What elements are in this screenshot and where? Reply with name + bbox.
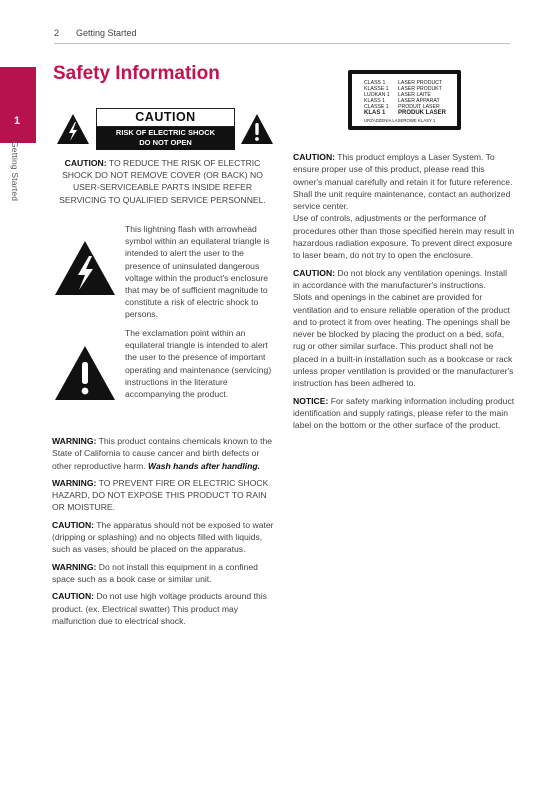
- lightning-symbol-icon: [54, 240, 116, 296]
- notice-label: CAUTION:: [293, 267, 336, 278]
- laser-label-row: CLASSE 1 PRODUIT LASER: [364, 104, 440, 110]
- page-number: 2: [54, 28, 60, 38]
- notice-label: NOTICE:: [293, 395, 329, 406]
- notice-paragraph: [52, 477, 274, 514]
- notice-label: WARNING:: [52, 436, 97, 446]
- notice-block: [293, 267, 515, 390]
- notice-paragraph: [52, 435, 274, 472]
- notice-text: The apparatus should not be exposed to water (dripping or splashing) and no objects filled with liquids, such as vases, should be placed on the apparatus.: [52, 519, 274, 555]
- notice-paragraph: [52, 590, 274, 627]
- caution-label: [96, 108, 235, 150]
- notice-text: Do not block any ventilation openings. Install in accordance with the manufacturer's instructions.: [293, 267, 507, 290]
- notice-line: Slots and openings in the cabinet are provided for ventilation and to ensure reliable operation of the product and to protect it from over heating. The openings shall be never be blocked by placing the product on a bed, sofa, rug or other similar surface. This product shall not be placed in a built-in installation such as a bookcase or rack unless proper ventilation is provided or the manufacturer's instruction has been adhered to.: [293, 292, 514, 389]
- laser-label-bold-row: KLAS 1 PRODUK LASER: [364, 110, 447, 116]
- caution-label-heading: CAUTION: [96, 108, 235, 127]
- chapter-number: 1: [14, 115, 21, 127]
- notice-label: CAUTION:: [52, 519, 95, 530]
- notice-text: TO PREVENT FIRE OR ELECTRIC SHOCK HAZARD, DO NOT EXPOSE THIS PRODUCT TO RAIN OR MOISTURE.: [52, 477, 269, 513]
- caution-label-sub-line2: DO NOT OPEN: [139, 138, 192, 147]
- notice-emphasis: Wash hands after handling.: [148, 460, 261, 471]
- notice-label: CAUTION:: [293, 152, 336, 162]
- exclamation-symbol-description: The exclamation point within an equilateral triangle is intended to alert the user to the presence of important operating and maintenance (servicing) instructions in the literature accompanying the product.: [125, 328, 272, 400]
- caution-label-sub: [96, 127, 235, 150]
- chapter-label: Getting Started: [10, 141, 20, 202]
- notice-line: Use of controls, adjustments or the performance of procedures other than those specified herein may result in hazardous radiation exposure. To prevent direct exposure to laser beam, do not try to open the enclosure.: [293, 213, 515, 261]
- laser-label-footer: URZADZENIA LASEROWE KLASY 1: [364, 118, 436, 123]
- notice-label: WARNING:: [52, 477, 97, 488]
- notice-line: [293, 267, 515, 292]
- notice-text: For safety marking information including product identification and supply ratings, please refer to the main label on the bottom or the other surface of the product.: [293, 395, 515, 431]
- exclamation-triangle-icon: [240, 113, 274, 145]
- header-divider: [54, 43, 510, 44]
- caution-label-sub-line1: RISK OF ELECTRIC SHOCK: [115, 128, 216, 137]
- laser-label-row: LUOKAN 1 LASER LAITE: [364, 92, 431, 98]
- notice-label: CAUTION:: [52, 591, 95, 602]
- running-header: Getting Started: [76, 28, 137, 38]
- lightning-triangle-icon: [56, 113, 90, 145]
- notice-label: WARNING:: [52, 561, 97, 572]
- notice-text: This product employs a Laser System. To ensure proper use of this product, please read this owner's manual carefully and retain it for future reference. Shall the unit require maintenance, contact an authorized service center.: [293, 152, 513, 212]
- caution-paragraph: [55, 157, 270, 206]
- caution-paragraph-label: CAUTION:: [64, 158, 107, 168]
- notice-paragraph: [52, 519, 274, 556]
- notice-block: [293, 151, 515, 262]
- laser-label-row: KLASSE 1 LASER PRODUKT: [364, 86, 442, 92]
- notice-text: This product contains chemicals known to the State of California to cause cancer and birth defects or other reproductive harm.: [52, 436, 273, 471]
- chapter-tab: [0, 67, 36, 143]
- notice-text: Do not use high voltage products around this product. (ex. Electrical swatter) This product may malfunction due to electrical shock.: [52, 591, 267, 626]
- exclamation-symbol-icon: [54, 345, 116, 401]
- caution-paragraph-text: TO REDUCE THE RISK OF ELECTRIC SHOCK DO NOT REMOVE COVER (OR BACK) NO USER-SERVICEABLE PARTS INSIDE REFER SERVICING TO QUALIFIED SERVICE PERSONNEL.: [59, 158, 266, 205]
- notice-line: [293, 151, 515, 212]
- right-notices: [293, 151, 515, 432]
- lightning-symbol-description: This lightning flash with arrowhead symbol within an equilateral triangle is intended to alert the user to the presence of uninsulated dangerous voltage within the product's enclosure that may be of sufficient magnitude to constitute a risk of electric shock to persons.: [125, 224, 270, 320]
- notice-block: [293, 395, 515, 432]
- laser-label-row: CLASS 1 LASER PRODUCT: [364, 80, 443, 86]
- page-title: Safety Information: [53, 63, 220, 84]
- laser-label-row: KLASS 1 LASER APPARAT: [364, 98, 440, 104]
- left-notices: [52, 435, 274, 632]
- laser-product-label: [348, 70, 461, 130]
- notice-paragraph: [52, 561, 274, 586]
- notice-text: Do not install this equipment in a confined space such as a book case or similar unit.: [52, 561, 258, 584]
- notice-line: [293, 395, 515, 432]
